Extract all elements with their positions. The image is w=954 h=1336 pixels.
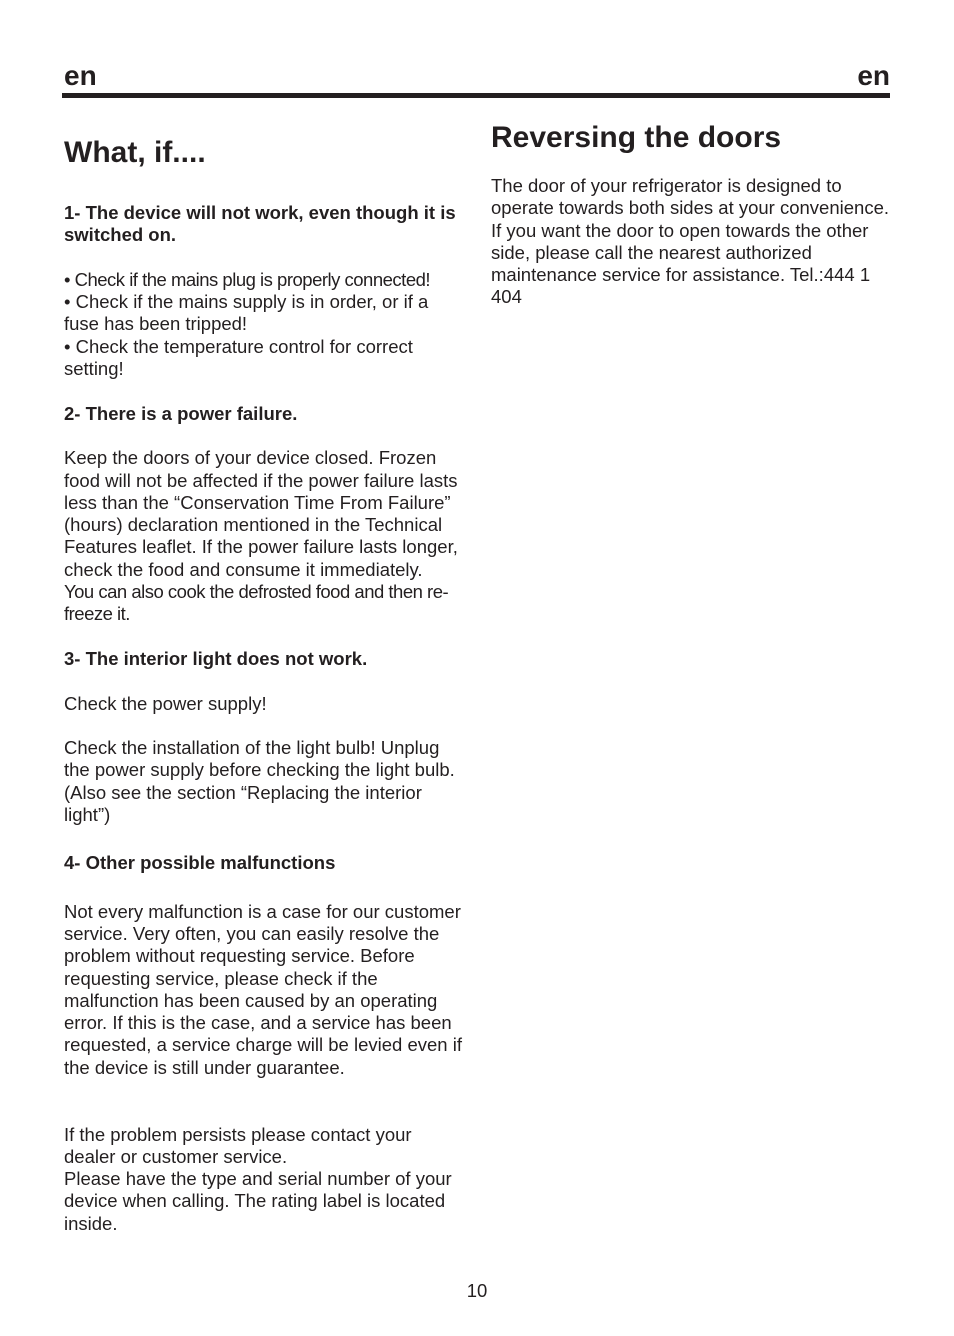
section-1-check-plug: • Check if the mains plug is properly connected! xyxy=(64,268,431,290)
header-rule xyxy=(62,93,890,98)
reversing-doors-paragraph: The door of your refrigerator is designed to operate towards both sides at your convenience. If you want the door to open towards the other side, please call the nearest authorized maintenance service for assistance. Tel.:444 1 404 xyxy=(491,175,889,308)
troubleshooting-column xyxy=(64,133,464,1235)
language-code-right: en xyxy=(857,60,890,91)
doors-column xyxy=(491,118,891,309)
section-3-heading: 3- The interior light does not work. xyxy=(64,647,368,669)
section-4-paragraph-2: If the problem persists please contact your dealer or customer service. xyxy=(64,1123,412,1167)
section-2-heading: 2- There is a power failure. xyxy=(64,402,298,424)
section-3-paragraph-2: Check the installation of the light bulb! Unplug the power supply before checking the light bulb. (Also see the section “Replacing the interior light”) xyxy=(64,737,455,826)
section-4-heading: 4- Other possible malfunctions xyxy=(64,852,336,874)
page-number: 10 xyxy=(466,1280,488,1301)
section-4-paragraph-1: Not every malfunction is a case for our customer service. Very often, you can easily resolve the problem without requesting service. Before requesting service, please check if the malfunction has been caused by an operating error. If this is the case, and a service has been requested, a service charge will be levied even if the device is still under guarantee. xyxy=(64,900,462,1078)
what-if-title: What, if.... xyxy=(64,136,206,169)
section-4-paragraph-3: Please have the type and serial number of your device when calling. The rating label is located inside. xyxy=(64,1168,452,1234)
language-code-left: en xyxy=(64,60,97,91)
reversing-doors-title: Reversing the doors xyxy=(491,121,782,154)
section-2-paragraph-2: You can also cook the defrosted food and then re-freeze it. xyxy=(64,581,449,625)
section-1-heading: 1- The device will not work, even though it is switched on. xyxy=(64,202,456,246)
section-1-check-supply: • Check if the mains supply is in order, or if a fuse has been tripped! xyxy=(64,291,429,335)
section-1-check-temperature: • Check the temperature control for correct setting! xyxy=(64,335,413,380)
section-2-paragraph-1: Keep the doors of your device closed. Frozen food will not be affected if the power failure lasts less than the “Conservation Time From Failure” (hours) declaration mentioned in the Technical Features leaflet. If the power failure lasts longer, check the food and consume it immediately. xyxy=(64,447,458,580)
section-3-paragraph-1: Check the power supply! xyxy=(64,692,267,714)
